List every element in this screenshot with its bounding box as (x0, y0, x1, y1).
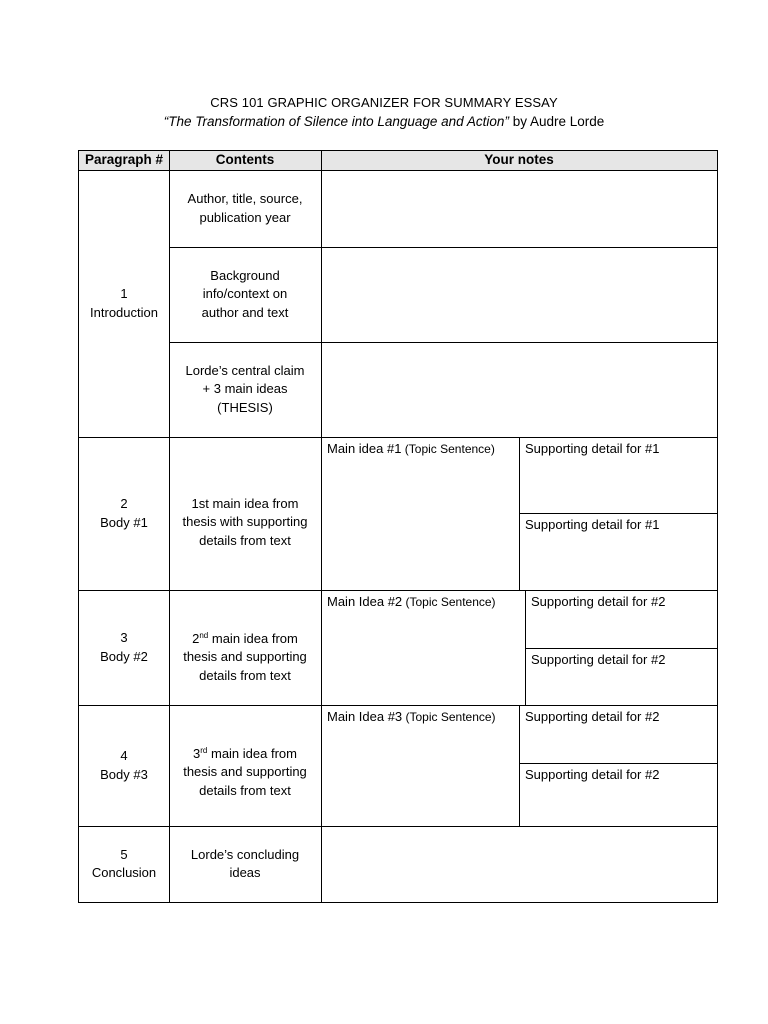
document-title: CRS 101 GRAPHIC ORGANIZER FOR SUMMARY ESSAY (210, 95, 558, 110)
column-header-paragraph: Paragraph # (79, 151, 169, 170)
topic-sentence-label: (Topic Sentence) (402, 595, 496, 609)
contents-line (183, 630, 307, 649)
contents-intro-1 (169, 170, 321, 247)
contents-intro-3 (169, 342, 321, 437)
paragraph-number: 5 (120, 846, 128, 862)
contents-line: thesis with supporting (182, 514, 308, 530)
main-idea-label: Main idea #1 (327, 441, 402, 456)
supporting-detail-1b[interactable]: Supporting detail for #1 (525, 517, 660, 532)
table-border (78, 902, 718, 903)
document-subtitle (0, 114, 768, 129)
contents-body1 (169, 437, 321, 590)
contents-line: Background (210, 267, 280, 283)
contents-line: (THESIS) (217, 399, 273, 415)
contents-line: ideas (229, 865, 261, 880)
main-idea-1-cell[interactable] (321, 437, 519, 590)
contents-conclusion (169, 826, 321, 902)
ordinal-number: 3 (193, 745, 201, 761)
ordinal-suffix: rd (200, 745, 208, 755)
paragraph-label: Introduction (90, 304, 158, 320)
paragraph-label: Conclusion (91, 865, 157, 880)
table-border (519, 513, 718, 514)
table-border (519, 705, 520, 826)
contents-line: details from text (199, 532, 291, 548)
paragraph-number: 3 (120, 630, 128, 645)
supporting-detail-1a[interactable]: Supporting detail for #1 (525, 441, 660, 456)
table-border (169, 247, 718, 248)
supporting-detail-2a[interactable]: Supporting detail for #2 (531, 594, 666, 609)
contents-line: 1st main idea from (191, 495, 299, 511)
contents-line: Lorde’s central claim (185, 362, 305, 378)
paragraph-label: Body #3 (100, 766, 148, 782)
contents-line: publication year (199, 209, 291, 225)
supporting-detail-3b[interactable]: Supporting detail for #2 (525, 767, 660, 782)
paragraph-label: Body #1 (100, 514, 148, 530)
paragraph-number: 4 (120, 748, 128, 763)
paragraph-conclusion (79, 826, 169, 902)
contents-line: + 3 main ideas (202, 381, 288, 397)
main-idea-2-cell[interactable] (321, 590, 525, 705)
main-idea-3-cell[interactable] (321, 705, 519, 826)
ordinal-number: 2 (192, 630, 200, 646)
main-idea-label: Main Idea #3 (327, 709, 403, 724)
table-border (519, 763, 718, 764)
main-idea-label: Main Idea #2 (327, 594, 403, 609)
contents-line: author and text (201, 304, 289, 320)
contents-body3 (169, 705, 321, 826)
paragraph-body3 (79, 705, 169, 826)
notes-intro-3[interactable] (321, 342, 717, 437)
table-border (78, 437, 718, 438)
contents-line: thesis and supporting (183, 649, 307, 665)
table-border (525, 648, 718, 649)
table-border (78, 705, 718, 706)
column-header-notes: Your notes (321, 151, 717, 170)
table-border (78, 170, 718, 171)
table-border (169, 342, 718, 343)
paragraph-body1 (79, 437, 169, 590)
contents-intro-2 (169, 247, 321, 342)
contents-line (183, 745, 307, 764)
contents-body2 (169, 590, 321, 705)
contents-line: info/context on (202, 286, 288, 302)
contents-line: details from text (199, 782, 291, 798)
table-border (78, 826, 718, 827)
supporting-detail-3a[interactable]: Supporting detail for #2 (525, 709, 660, 724)
column-header-contents: Contents (169, 151, 321, 170)
supporting-detail-2b[interactable]: Supporting detail for #2 (531, 652, 666, 667)
paragraph-number: 2 (120, 496, 128, 511)
table-border (321, 150, 322, 903)
table-border (525, 590, 526, 705)
table-border (717, 150, 718, 903)
paragraph-number: 1 (120, 286, 128, 301)
notes-conclusion[interactable] (321, 826, 717, 902)
table-border (78, 150, 79, 903)
paragraph-body2 (79, 590, 169, 705)
topic-sentence-label: (Topic Sentence) (402, 710, 496, 724)
essay-author: by Audre Lorde (508, 114, 605, 129)
essay-title: “The Transformation of Silence into Language and Action” (163, 114, 509, 129)
paragraph-label: Body #2 (100, 648, 148, 664)
notes-intro-1[interactable] (321, 170, 717, 247)
paragraph-intro (79, 170, 169, 437)
table-border (78, 150, 718, 151)
contents-text: main idea from (208, 630, 298, 646)
contents-line: thesis and supporting (183, 764, 307, 780)
notes-intro-2[interactable] (321, 247, 717, 342)
table-border (169, 150, 170, 903)
contents-line: Author, title, source, (187, 191, 303, 206)
contents-text: main idea from (207, 745, 297, 761)
ordinal-suffix: nd (199, 630, 209, 640)
topic-sentence-label: (Topic Sentence) (401, 442, 495, 456)
table-border (78, 590, 718, 591)
contents-line: details from text (199, 667, 291, 683)
table-border (519, 437, 520, 590)
contents-line: Lorde’s concluding (190, 846, 300, 862)
